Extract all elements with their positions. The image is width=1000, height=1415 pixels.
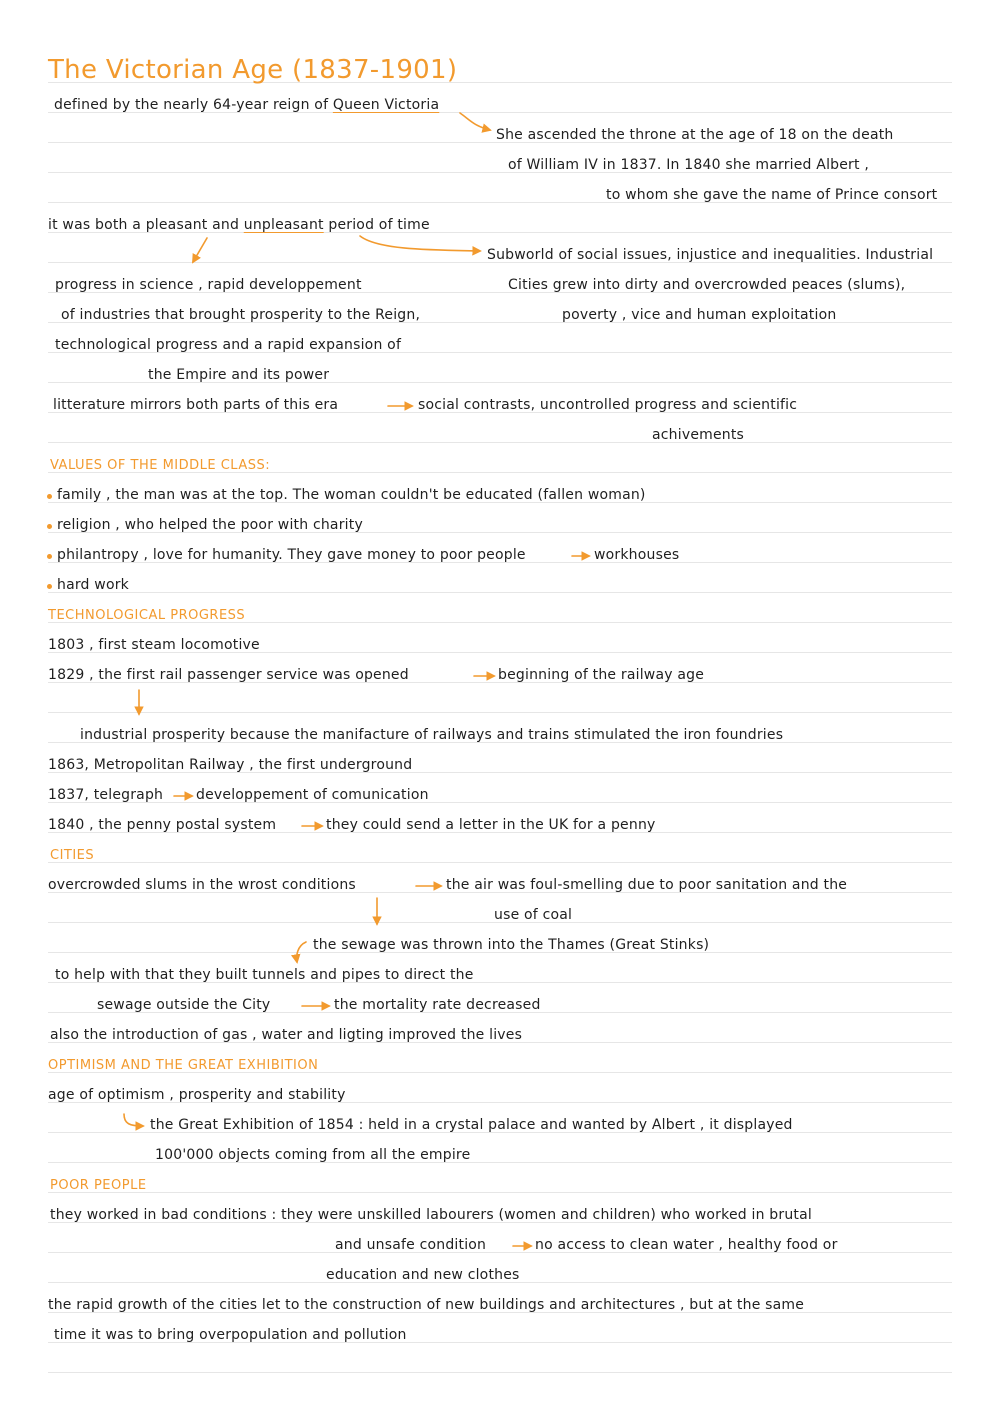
unpleasant-arrow <box>360 236 480 251</box>
cities-line-coal: use of coal <box>494 907 573 923</box>
unpleasant-detail-1: Subworld of social issues, injustice and inequalities. Industrial <box>487 247 934 263</box>
poor-heading: POOR PEOPLE <box>50 1178 147 1193</box>
tech-line-telegraph: 1837, telegraph <box>48 787 164 803</box>
tech-line-postal: 1840 , the penny postal system <box>48 817 277 833</box>
optimism-line-age: age of optimism , prosperity and stability <box>48 1087 346 1103</box>
unpleasant-detail-2: Cities grew into dirty and overcrowded peaces (slums), <box>508 277 906 293</box>
bullet <box>47 554 52 559</box>
values-item-hard-work: hard work <box>57 577 129 593</box>
unpleasant-label: unpleasant <box>243 217 324 233</box>
pleasant-detail-1: progress in science , rapid developpement <box>55 277 362 293</box>
exhibition-arrow <box>124 1114 143 1126</box>
cities-line-tunnels: to help with that they built tunnels and pipes to direct the <box>55 967 474 983</box>
literature-line: litterature mirrors both parts of this era <box>53 397 339 413</box>
poor-line-conditions: they worked in bad conditions : they were unskilled labourers (women and children) who worked in brutal <box>50 1207 812 1223</box>
optimism-heading: OPTIMISM AND THE GREAT EXHIBITION <box>48 1058 319 1073</box>
queen-detail-3: to whom she gave the name of Prince consort <box>606 187 938 203</box>
cities-line-outside: sewage outside the City <box>97 997 271 1013</box>
pleasant-arrow <box>193 238 207 262</box>
intro-line <box>54 95 439 115</box>
tech-line-1803: 1803 , first steam locomotive <box>48 637 260 653</box>
ruled-line <box>48 442 952 443</box>
values-item-family: family , the man was at the top. The woman couldn't be educated (fallen woman) <box>57 487 646 503</box>
poor-line-unsafe: and unsafe condition <box>335 1237 487 1253</box>
cities-line-sewage: the sewage was thrown into the Thames (Great Stinks) <box>313 937 710 953</box>
tech-heading: TECHNOLOGICAL PROGRESS <box>48 608 246 623</box>
pleasant-detail-4: the Empire and its power <box>148 367 330 383</box>
unpleasant-detail-3: poverty , vice and human exploitation <box>562 307 837 323</box>
workhouses-label: workhouses <box>594 547 680 563</box>
literature-detail-2: achivements <box>652 427 745 443</box>
intro-text: defined by the nearly 64-year reign of <box>54 97 329 113</box>
poor-line-education: education and new clothes <box>326 1267 520 1283</box>
pleasant-detail-2: of industries that brought prosperity to the Reign, <box>61 307 421 323</box>
period-line <box>48 215 430 235</box>
tech-line-1863: 1863, Metropolitan Railway , the first underground <box>48 757 413 773</box>
period-text-end: period of time <box>328 217 430 233</box>
queen-detail-2: of William IV in 1837. In 1840 she married Albert , <box>508 157 869 173</box>
queen-victoria-label: Queen Victoria <box>332 97 440 113</box>
page-title: The Victorian Age (1837-1901) <box>48 55 458 85</box>
tech-line-telegraph-result: developpement of comunication <box>196 787 429 803</box>
optimism-line-exhibition: the Great Exhibition of 1854 : held in a crystal palace and wanted by Albert , it displayed <box>150 1117 793 1133</box>
cities-line-gas: also the introduction of gas , water and ligting improved the lives <box>50 1027 523 1043</box>
cities-heading: CITIES <box>50 848 95 863</box>
queen-arrow <box>460 113 490 130</box>
ruled-line <box>48 592 952 593</box>
values-item-philantropy: philantropy , love for humanity. They gave money to poor people <box>57 547 526 563</box>
bullet <box>47 524 52 529</box>
pleasant-detail-3: technological progress and a rapid expansion of <box>55 337 402 353</box>
poor-line-no-access: no access to clean water , healthy food or <box>535 1237 838 1253</box>
tech-line-1829: 1829 , the first rail passenger service was opened <box>48 667 409 683</box>
bullet <box>47 584 52 589</box>
bullet <box>47 494 52 499</box>
queen-detail-1: She ascended the throne at the age of 18 on the death <box>496 127 894 143</box>
cities-line-slums: overcrowded slums in the wrost conditions <box>48 877 356 893</box>
values-item-religion: religion , who helped the poor with charity <box>57 517 363 533</box>
ruled-line <box>48 1372 952 1373</box>
poor-line-overpopulation: time it was to bring overpopulation and pollution <box>54 1327 407 1343</box>
values-heading: VALUES OF THE MIDDLE CLASS: <box>50 458 271 473</box>
ruled-line <box>48 1192 952 1193</box>
literature-detail: social contrasts, uncontrolled progress and scientific <box>418 397 798 413</box>
tech-industrial-prosperity: industrial prosperity because the manifacture of railways and trains stimulated the iron foundries <box>80 727 784 743</box>
optimism-line-objects: 100'000 objects coming from all the empire <box>155 1147 471 1163</box>
cities-line-air: the air was foul-smelling due to poor sanitation and the <box>446 877 848 893</box>
ruled-line <box>48 712 952 713</box>
period-text: it was both a pleasant and <box>48 217 240 233</box>
poor-line-growth: the rapid growth of the cities let to the construction of new buildings and architectures , but at the same <box>48 1297 805 1313</box>
tech-line-postal-result: they could send a letter in the UK for a penny <box>326 817 656 833</box>
tech-line-1829-result: beginning of the railway age <box>498 667 705 683</box>
ruled-line <box>48 802 952 803</box>
cities-line-mortality: the mortality rate decreased <box>334 997 541 1013</box>
ruled-line <box>48 862 952 863</box>
